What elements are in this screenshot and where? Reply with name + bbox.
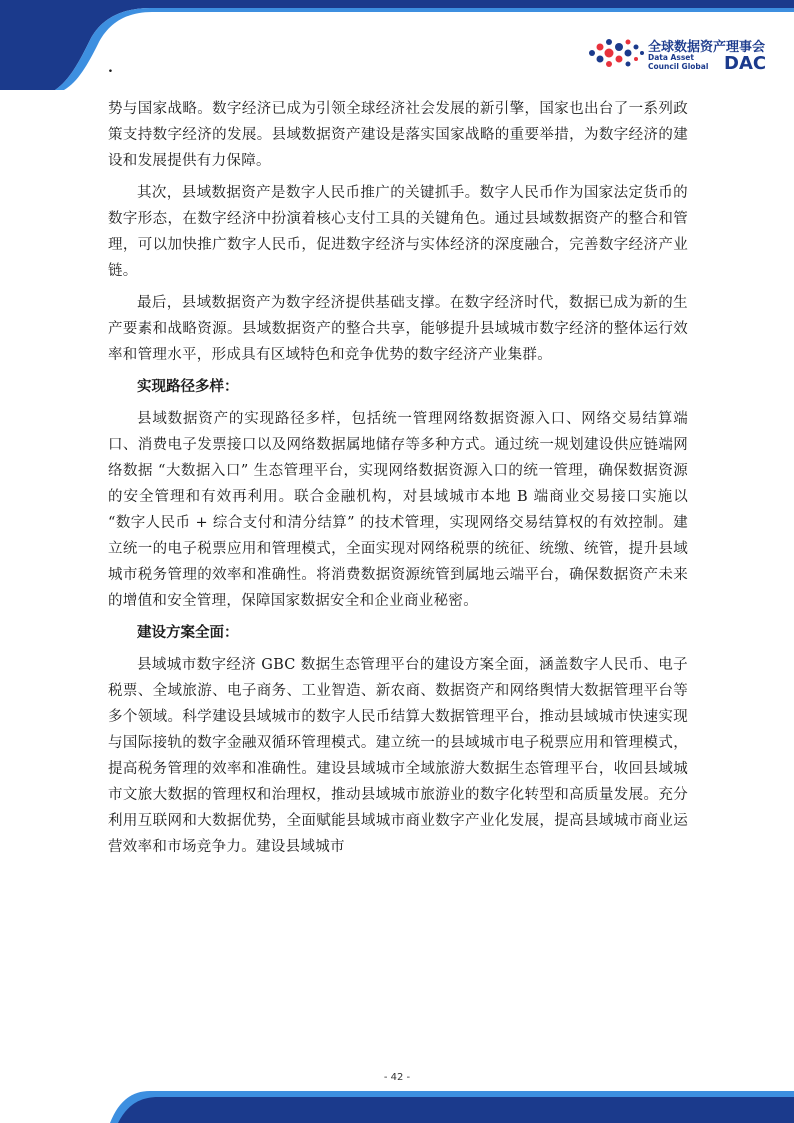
footer-band: [0, 1063, 794, 1123]
logo-abbreviation: DAC: [724, 53, 767, 74]
paragraph-5: 县域城市数字经济 GBC 数据生态管理平台的建设方案全面，涵盖数字人民币、电子税票、全域旅游、电子商务、工业智造、新农商、数据资产和网络舆情大数据管理平台等多个领域。科学建设县域城市的数字人民币结算大数据管理平台，推动县域城市快速实现与国际接轨的数字金融双循环管理模式。建立统一的县域城市电子税票应用和管理模式，提高税务管理的效率和准确性。建设县域城市全域旅游大数据生态管理平台，收回县域城市文旅大数据的管理权和治理权，推动县域城市旅游业的数字化转型和高质量发展。充分利用互联网和大数据优势，全面赋能县域城市商业数字产业化发展，提高县域城市商业运营效率和市场竞争力。建设县域城市: [108, 657, 688, 855]
paragraph-2: 其次，县域数据资产是数字人民币推广的关键抓手。数字人民币作为国家法定货币的数字形态，在数字经济中扮演着核心支付工具的关键角色。通过县域数据资产的整合和管理，可以加快推广数字人民币，促进数字经济与实体经济的深度融合，完善数字经济产业链。: [108, 185, 688, 279]
heading-implementation-paths: 实现路径多样：: [137, 379, 239, 395]
paragraph-3: 最后，县域数据资产为数字经济提供基础支撑。在数字经济时代，数据已成为新的生产要素和战略资源。县域数据资产的整合共享，能够提升县域城市数字经济的整体运行效率和管理水平，形成具有区域特色和竞争优势的数字经济产业集群。: [108, 295, 688, 363]
document-body: [108, 96, 688, 860]
logo-english-name: [648, 53, 708, 71]
page-number: - 42 -: [383, 1072, 411, 1083]
logo-chinese-name: 全球数据资产理事会: [648, 40, 766, 55]
dac-logo: [586, 36, 786, 76]
logo-english-line2: Council Global: [648, 62, 709, 71]
logo-english-line1: Data Asset: [648, 53, 694, 62]
header-bullet: .: [108, 60, 113, 76]
logo-dots-icon: [586, 36, 646, 70]
heading-construction-plan: 建设方案全面：: [137, 625, 239, 641]
paragraph-1: 势与国家战略。数字经济已成为引领全球经济社会发展的新引擎，国家也出台了一系列政策支持数字经济的发展。县域数据资产建设是落实国家战略的重要举措，为数字经济的建设和发展提供有力保障。: [108, 101, 688, 169]
paragraph-4: 县域数据资产的实现路径多样，包括统一管理网络数据资源入口、网络交易结算端口、消费电子发票接口以及网络数据属地储存等多种方式。通过统一规划建设供应链端网络数据 “大数据入口” 生态管理平台，实现网络数据资源入口的统一管理，确保数据资源的安全管理和有效再利用。联合金融机构，对县域城市本地 B 端商业交易接口实施以 “数字人民币 + 综合支付和清分结算” 的技术管理，实现网络交易结算权的有效控制。建立统一的电子税票应用和管理模式，全面实现对网络税票的统征、统缴、统管，提升县域城市税务管理的效率和准确性。将消费数据资源统管到属地云端平台，确保数据资产未来的增值和安全管理，保障国家数据安全和企业商业秘密。: [108, 411, 688, 609]
